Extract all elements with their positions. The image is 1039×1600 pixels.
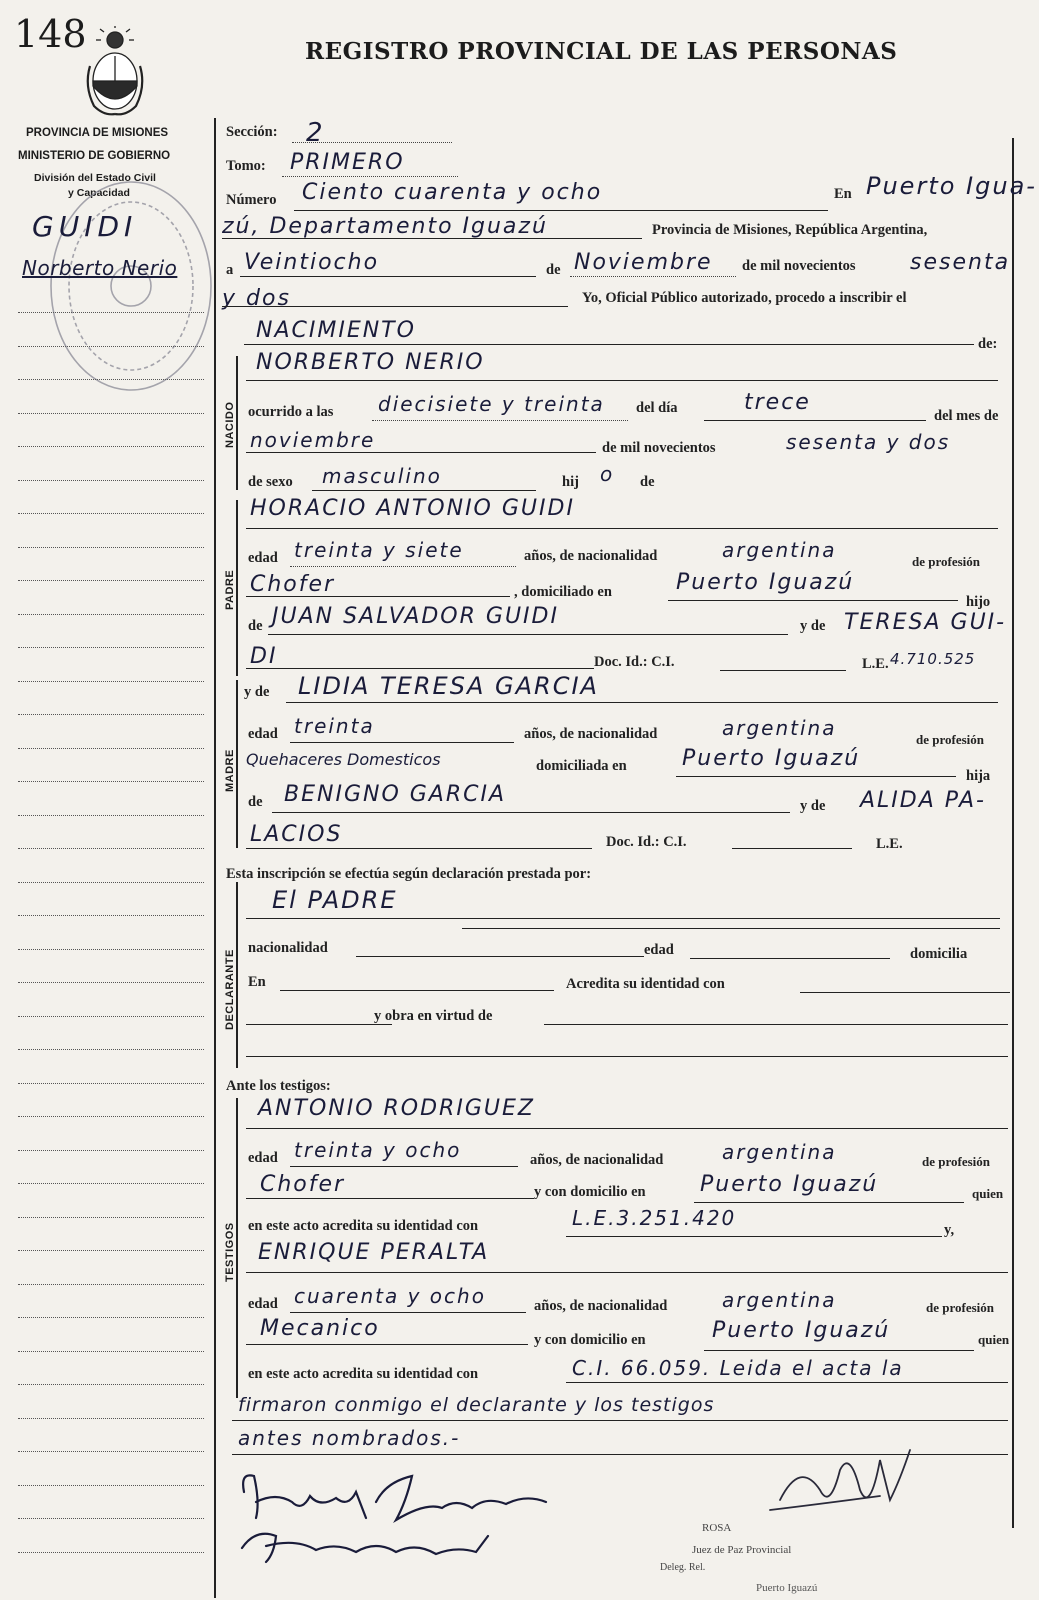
lugar-value-1: Puerto Igua- xyxy=(866,172,1037,200)
padre-prof-label: de profesión xyxy=(912,554,981,569)
tomo-line xyxy=(282,176,458,177)
nacionalidad-label: nacionalidad xyxy=(248,940,328,956)
margin-rule-line xyxy=(18,547,204,548)
y-de-label-3: y de xyxy=(800,798,826,814)
margin-rule-line xyxy=(18,1351,204,1352)
anio-value-2: y dos xyxy=(222,286,291,311)
padre-nac-label: años, de nacionalidad xyxy=(524,548,658,564)
province-label: PROVINCIA DE MISIONES xyxy=(26,127,169,139)
padre-edad-value: treinta y siete xyxy=(294,538,464,562)
footer-deleg: Deleg. Rel. xyxy=(660,1562,706,1573)
main-divider xyxy=(214,118,216,1598)
margin-names: Norberto Nerio xyxy=(22,256,178,280)
margin-rule-line xyxy=(18,982,204,983)
t1-dom-line xyxy=(694,1202,964,1203)
abuelo-pat-value: JUAN SALVADOR GUIDI xyxy=(272,604,559,629)
y-de-label-2: y de xyxy=(244,684,270,700)
padre-bracket xyxy=(236,500,238,676)
t1-doc-line xyxy=(566,1236,942,1237)
padre-prof-value: Chofer xyxy=(250,572,336,597)
madre-ci-line xyxy=(732,848,852,849)
edad-line-d xyxy=(690,958,890,959)
madre-nac-value: argentina xyxy=(722,716,837,740)
padre-edad-label: edad xyxy=(248,550,278,566)
madre-bracket xyxy=(236,680,238,848)
nacido-tag: NACIDO xyxy=(224,401,236,448)
tomo-value: PRIMERO xyxy=(290,150,405,175)
lugar-line xyxy=(222,238,642,239)
numero-label: Número xyxy=(226,192,277,208)
lugar-value-2: zú, Departamento Iguazú xyxy=(222,214,548,239)
abuela-mat-value-2: LACIOS xyxy=(250,822,343,847)
padre-dom-value: Puerto Iguazú xyxy=(676,570,855,595)
de-label-3: de xyxy=(248,618,263,634)
sexo-line xyxy=(312,490,536,491)
del-mes-label: del mes de xyxy=(934,408,999,424)
signature-testigos xyxy=(236,1462,576,1572)
testigo2-value: ENRIQUE PERALTA xyxy=(258,1240,490,1265)
t2-doc-value: C.I. 66.059. Leida el acta la xyxy=(572,1356,904,1380)
t1-dom-label: y con domicilio en xyxy=(534,1184,646,1200)
madre-line xyxy=(286,702,998,703)
t2-dom-label: y con domicilio en xyxy=(534,1332,646,1348)
margin-rule-line xyxy=(18,815,204,816)
padre-prof-line xyxy=(246,596,510,597)
padre-tag: PADRE xyxy=(224,569,236,610)
declarante-line xyxy=(246,918,1000,919)
de-colon-label: de: xyxy=(978,336,998,352)
sexo-label: de sexo xyxy=(248,474,293,490)
t1-nac-value: argentina xyxy=(722,1140,837,1164)
t1-dom-value: Puerto Iguazú xyxy=(700,1172,879,1197)
virtud-line-3 xyxy=(246,1056,1008,1057)
nombre-line xyxy=(246,380,998,381)
abuelo-mat-line xyxy=(272,812,790,813)
madre-edad-label: edad xyxy=(248,726,278,742)
margin-rule-line xyxy=(18,580,204,581)
numero-value: Ciento cuarenta y ocho xyxy=(302,180,603,205)
official-stamp-icon xyxy=(46,176,216,396)
abuela-pat-value-2: DI xyxy=(250,644,278,669)
y-de-label-1: y de xyxy=(800,618,826,634)
madre-dom-value: Puerto Iguazú xyxy=(682,746,861,771)
margin-rule-line xyxy=(18,882,204,883)
margin-rule-line xyxy=(18,781,204,782)
margin-rule-line xyxy=(18,379,204,380)
t2-acredita-label: en este acto acredita su identidad con xyxy=(248,1366,479,1382)
testigos-tag: TESTIGOS xyxy=(224,1222,236,1282)
margin-rule-line xyxy=(18,513,204,514)
hora-value: diecisiete y treinta xyxy=(378,392,605,416)
abuelo-mat-value: BENIGNO GARCIA xyxy=(284,782,507,807)
footer-rosa: ROSA xyxy=(702,1522,732,1534)
coat-of-arms-icon xyxy=(82,26,148,118)
t2-dom-line xyxy=(704,1350,974,1351)
madre-dom-line xyxy=(676,776,956,777)
division-label: División del Estado Civil xyxy=(34,172,156,184)
margin-rule-line xyxy=(18,848,204,849)
testigos-bracket xyxy=(236,1098,238,1398)
virtud-line-2 xyxy=(544,1024,1008,1025)
t2-edad-value: cuarenta y ocho xyxy=(294,1284,486,1308)
margin-rule-line xyxy=(18,1016,204,1017)
t1-prof-line xyxy=(246,1198,534,1199)
tomo-label: Tomo: xyxy=(226,158,266,174)
inscripcion-label: Esta inscripción se efectúa según declaración prestada por: xyxy=(226,866,592,882)
yo-label: Yo, Oficial Público autorizado, procedo a inscribir el xyxy=(582,290,907,306)
footer-juez: Juez de Paz Provincial xyxy=(692,1544,792,1556)
ministry-label: MINISTERIO DE GOBIERNO xyxy=(18,150,171,162)
edad-label-d: edad xyxy=(644,942,674,958)
t2-nac-label: años, de nacionalidad xyxy=(534,1298,668,1314)
abuela-mat-line xyxy=(246,848,592,849)
anio-line xyxy=(222,306,568,307)
t2-dom-value: Puerto Iguazú xyxy=(712,1318,891,1343)
abuela-mat-value-1: ALIDA PA- xyxy=(860,788,986,813)
signature-juez xyxy=(760,1440,920,1530)
dia-line xyxy=(240,276,536,277)
mes-nac-line xyxy=(246,452,596,453)
madre-edad-line xyxy=(290,742,514,743)
margin-rule-line xyxy=(18,1451,204,1452)
cierre-value-1: firmaron conmigo el declarante y los testigos xyxy=(238,1394,715,1416)
abuela-pat-line xyxy=(246,668,594,669)
margin-rule-line xyxy=(18,312,204,313)
sexo-value: masculino xyxy=(322,464,442,488)
en-line-d xyxy=(280,990,554,991)
declarante-line-2 xyxy=(462,928,1000,929)
margin-rule-line xyxy=(18,480,204,481)
margin-rule-line xyxy=(18,1518,204,1519)
de-label-2: de xyxy=(640,474,655,490)
margin-rule-line xyxy=(18,681,204,682)
de-mil-label: de mil novecientos xyxy=(602,440,716,456)
nacido-bracket xyxy=(236,356,238,490)
margin-rule-line xyxy=(18,949,204,950)
margin-rule-line xyxy=(18,1284,204,1285)
registry-title: REGISTRO PROVINCIAL DE LAS PERSONAS xyxy=(305,38,898,65)
margin-rule-line xyxy=(18,1150,204,1151)
abuela-pat-value-1: TERESA GUI- xyxy=(844,610,1007,635)
acredita-line xyxy=(800,992,1010,993)
margin-rule-line xyxy=(18,1217,204,1218)
obra-label: y obra en virtud de xyxy=(374,1008,493,1024)
margin-surname: GUIDI xyxy=(32,210,138,243)
a-label: a xyxy=(226,262,234,278)
t2-prof-label: de profesión xyxy=(926,1300,995,1315)
quien-label-2: quien xyxy=(978,1332,1010,1347)
padre-edad-line xyxy=(290,566,516,567)
madre-tag: MADRE xyxy=(224,749,236,792)
t2-prof-value: Mecanico xyxy=(260,1316,380,1341)
ocurrido-label: ocurrido a las xyxy=(248,404,334,420)
provincia-label: Provincia de Misiones, República Argentina, xyxy=(652,222,928,238)
padre-nac-value: argentina xyxy=(722,538,837,562)
declarante-bracket xyxy=(236,882,238,1068)
margin-rule-line xyxy=(18,1552,204,1553)
padre-value: HORACIO ANTONIO GUIDI xyxy=(250,496,575,521)
hijo-label: hijo xyxy=(966,594,991,610)
padre-ci-line xyxy=(720,670,846,671)
margin-rule-line xyxy=(18,1083,204,1084)
madre-edad-value: treinta xyxy=(294,714,375,738)
dia-nac-value: trece xyxy=(744,390,811,415)
margin-rule-line xyxy=(18,1250,204,1251)
madre-prof-label: de profesión xyxy=(916,732,985,747)
testigo1-value: ANTONIO RODRIGUEZ xyxy=(258,1096,535,1121)
division-label-2: y Capacidad xyxy=(68,187,130,199)
dia-nac-line xyxy=(704,420,926,421)
margin-rule-line xyxy=(18,915,204,916)
page-number: 148 xyxy=(14,12,87,56)
padre-dom-label: , domiciliado en xyxy=(514,584,612,600)
cierre-value-2: antes nombrados.- xyxy=(238,1426,461,1450)
en-label: En xyxy=(834,186,852,202)
domicilia-label: domicilia xyxy=(910,946,968,962)
hora-line xyxy=(372,420,628,421)
numero-line xyxy=(294,210,828,211)
seccion-label: Sección: xyxy=(226,124,278,140)
mes-line xyxy=(570,276,736,277)
madre-prof-value: Quehaceres Domesticos xyxy=(246,750,441,769)
margin-rule-line xyxy=(18,1384,204,1385)
declarante-tag: DECLARANTE xyxy=(224,949,236,1030)
margin-rule-line xyxy=(18,714,204,715)
t2-prof-line xyxy=(246,1344,528,1345)
de-label-4: de xyxy=(248,794,263,810)
mes-value: Noviembre xyxy=(574,250,713,275)
madre-value: LIDIA TERESA GARCIA xyxy=(298,672,599,700)
t1-acredita-label: en este acto acredita su identidad con xyxy=(248,1218,479,1234)
t2-nac-value: argentina xyxy=(722,1288,837,1312)
margin-rule-line xyxy=(18,413,204,414)
nacionalidad-line xyxy=(356,956,644,957)
ante-label: Ante los testigos: xyxy=(226,1078,331,1094)
hij-label: hij xyxy=(562,474,579,490)
y-comma-label: y, xyxy=(944,1222,955,1238)
quien-label-1: quien xyxy=(972,1186,1004,1201)
acto-value: NACIMIENTO xyxy=(256,318,416,343)
padre-dom-line xyxy=(668,600,958,601)
t1-edad-label: edad xyxy=(248,1150,278,1166)
dia-value: Veintiocho xyxy=(244,250,380,275)
anio-nac-value: sesenta y dos xyxy=(786,430,951,454)
margin-rule-line xyxy=(18,1183,204,1184)
acredita-label: Acredita su identidad con xyxy=(566,976,725,992)
margin-rule-line xyxy=(18,346,204,347)
margin-rule-line xyxy=(18,1116,204,1117)
margin-rule-line xyxy=(18,1317,204,1318)
t1-prof-value: Chofer xyxy=(260,1172,346,1197)
margin-rule-line xyxy=(18,647,204,648)
del-dia-label: del día xyxy=(636,400,678,416)
nombre-value: NORBERTO NERIO xyxy=(256,350,485,375)
margin-rule-line xyxy=(18,614,204,615)
hija-label: hija xyxy=(966,768,991,784)
seccion-value: 2 xyxy=(306,118,325,148)
madre-nac-label: años, de nacionalidad xyxy=(524,726,658,742)
en-label-d: En xyxy=(248,974,266,990)
virtud-line-1 xyxy=(246,1024,392,1025)
t2-edad-line xyxy=(290,1312,526,1313)
madre-doc-label: Doc. Id.: C.I. xyxy=(606,834,687,850)
padre-le-label: L.E. xyxy=(862,656,889,672)
t1-nac-label: años, de nacionalidad xyxy=(530,1152,664,1168)
padre-doc-label: Doc. Id.: C.I. xyxy=(594,654,675,670)
margin-rule-line xyxy=(18,446,204,447)
madre-le-label: L.E. xyxy=(876,836,903,852)
madre-dom-label: domiciliada en xyxy=(536,758,627,774)
margin-rule-line xyxy=(18,1485,204,1486)
testigo2-line xyxy=(246,1272,1008,1273)
t2-doc-line xyxy=(566,1382,1008,1383)
abuelo-pat-line xyxy=(268,634,788,635)
acto-line xyxy=(244,344,974,345)
testigo1-line xyxy=(246,1128,1008,1129)
t1-edad-value: treinta y ocho xyxy=(294,1138,462,1162)
t2-edad-label: edad xyxy=(248,1296,278,1312)
t1-prof-label: de profesión xyxy=(922,1154,991,1169)
right-border xyxy=(1012,138,1014,1528)
de-label-1: de xyxy=(546,262,561,278)
hij-value: o xyxy=(600,462,615,486)
margin-rule-line xyxy=(18,748,204,749)
footer-puerto: Puerto Iguazú xyxy=(756,1582,818,1594)
declarante-value: El PADRE xyxy=(272,886,398,914)
margin-rule-line xyxy=(18,1049,204,1050)
mes-nac-value: noviembre xyxy=(250,428,376,452)
t1-edad-line xyxy=(290,1166,518,1167)
cierre-line-1 xyxy=(232,1420,1008,1421)
t1-doc-value: L.E.3.251.420 xyxy=(572,1206,737,1230)
mil-label: de mil novecientos xyxy=(742,258,856,274)
margin-rule-line xyxy=(18,1418,204,1419)
anio-value-1: sesenta xyxy=(910,250,1011,275)
padre-le-value: 4.710.525 xyxy=(890,650,976,668)
padre-line xyxy=(246,528,998,529)
